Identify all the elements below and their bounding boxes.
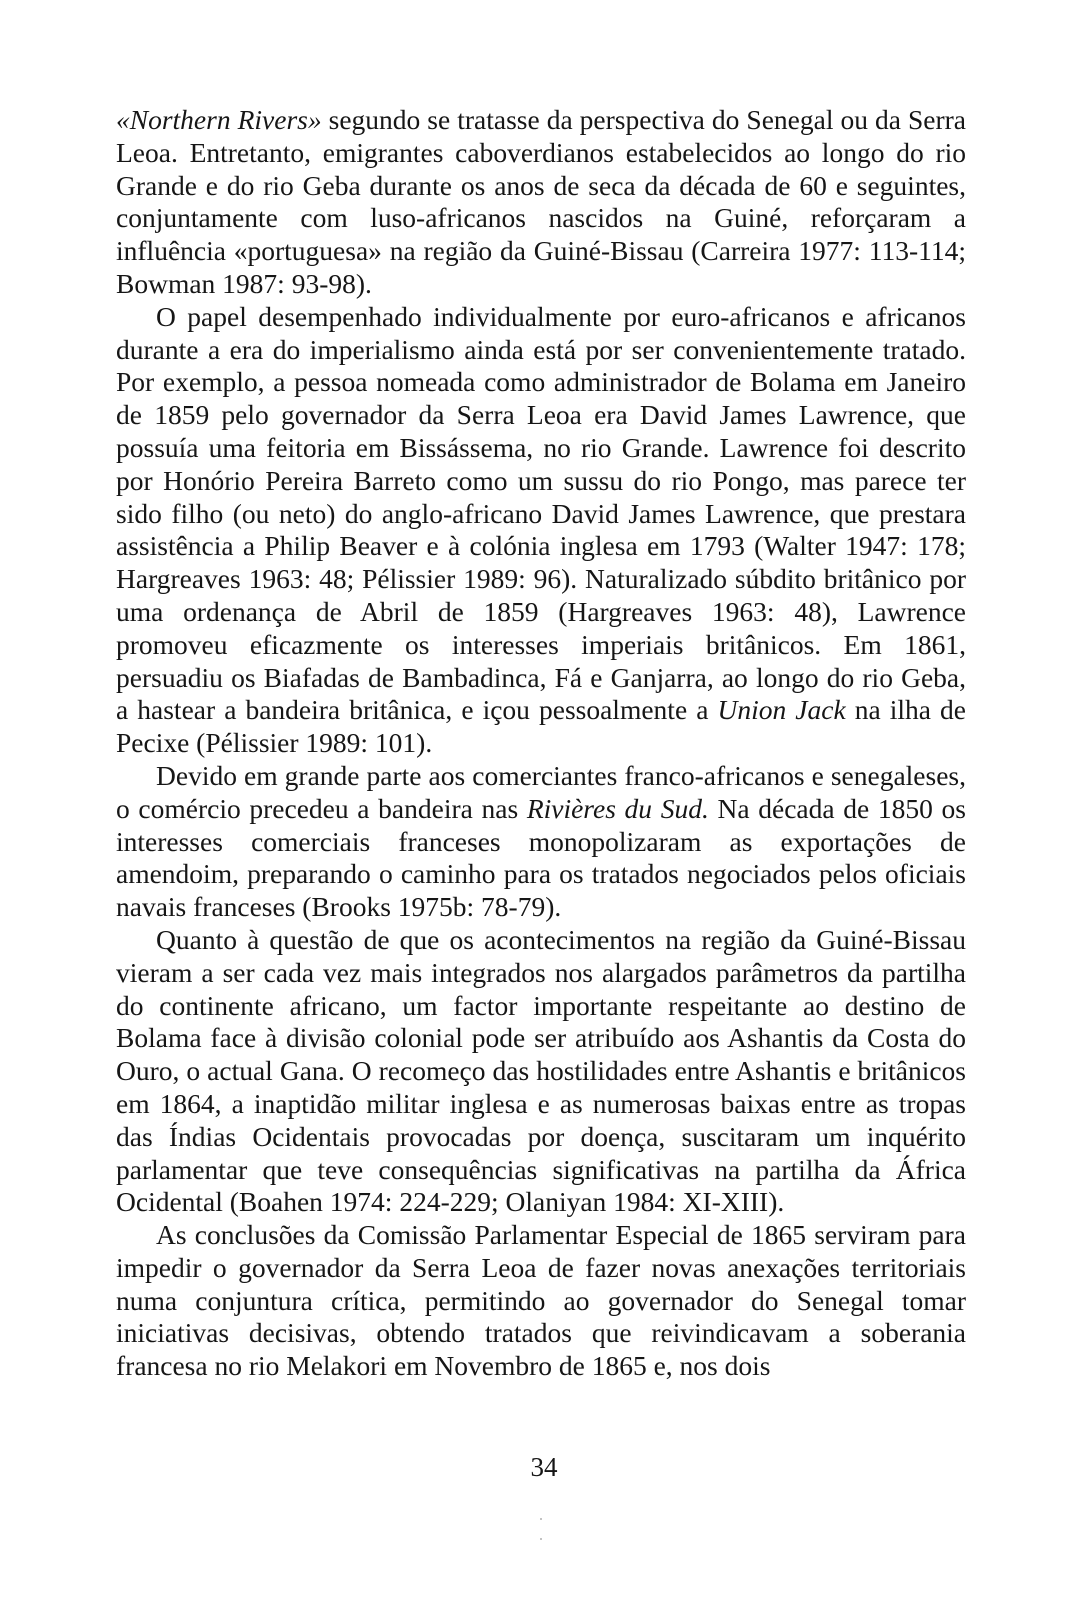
body-text [116, 104, 966, 1383]
paragraph [116, 924, 966, 1219]
italic-phrase: Union Jack [717, 694, 846, 726]
text-run: na ilha de Pecixe (Pélissier 1989: 101). [116, 694, 967, 759]
scan-speck [540, 1518, 542, 1520]
paragraph [116, 104, 966, 301]
text-run: Na década de 1850 os interesses comerciais franceses monopolizaram as exportações de amendoim, preparando o caminho para os tratados negociados pelos oficiais navais franceses (Brooks 1975b: 78-79). [116, 792, 966, 923]
text-run: segundo se tratasse da perspectiva do Senegal ou da Serra Leoa. Entretanto, emigrantes caboverdianos estabelecidos ao longo do rio Grande e do rio Geba durante os anos de seca da década de 60 e seguintes, conjuntamente com luso-africanos nascidos na Guiné, reforçaram a influência «portuguesa» na região da Guiné-Bissau (Carreira 1977: 113-114; Bowman 1987: 93-98). [116, 104, 966, 299]
text-run: Quanto à questão de que os acontecimentos na região da Guiné-Bissau vieram a ser cada vez mais integrados nos alargados parâmetros da partilha do continente africano, um factor importante respeitante ao destino de Bolama face à divisão colonial pode ser atribuído aos Ashantis da Costa do Ouro, o actual Gana. O recomeço das hostilidades entre Ashantis e britânicos em 1864, a inaptidão militar inglesa e as numerosas baixas entre as tropas das Índias Ocidentais provocadas por doença, suscitaram um inquérito parlamentar que teve consequências significativas na partilha da África Ocidental (Boahen 1974: 224-229; Olaniyan 1984: XI-XIII). [116, 923, 966, 1218]
text-run: As conclusões da Comissão Parlamentar Especial de 1865 serviram para impedir o governador da Serra Leoa de fazer novas anexações territoriais numa conjuntura crítica, permitindo ao governador do Senegal tomar iniciativas decisivas, obtendo tratados que reivindicavam a soberania francesa no rio Melakori em Novembro de 1865 e, nos dois [116, 1219, 966, 1382]
paragraph [116, 1219, 966, 1383]
italic-phrase: Rivières du Sud. [526, 792, 709, 824]
page-number: 34 [530, 1452, 558, 1482]
scan-speck [540, 1538, 542, 1540]
paragraph [116, 301, 966, 760]
text-run: O papel desempenhado individualmente por euro-africanos e africanos durante a era do imperialismo ainda está por ser convenientemente tratado. Por exemplo, a pessoa nomeada como administrador de Bolama em Janeiro de 1859 pelo governador da Serra Leoa era David James Lawrence, que possuía uma feitoria em Bissássema, no rio Grande. Lawrence foi descrito por Honório Pereira Barreto como um sussu do rio Pongo, mas parece ter sido filho (ou neto) do anglo-africano David James Lawrence, que prestara assistência a Philip Beaver e à colónia inglesa em 1793 (Walter 1947: 178; Hargreaves 1963: 48; Pélissier 1989: 96). Naturalizado súbdito britânico por uma ordenança de Abril de 1859 (Hargreaves 1963: 48), Lawrence promoveu eficazmente os interesses imperiais britânicos. Em 1861, persuadiu os Biafadas de Bambadinca, Fá e Ganjarra, ao longo do rio Geba, a hastear a bandeira britânica, e içou pessoalmente a [116, 300, 966, 726]
paragraph [116, 760, 966, 924]
text-run: Devido em grande parte aos comerciantes franco-africanos e senegaleses, o comércio precedeu a bandeira nas [116, 759, 966, 824]
italic-phrase: «Northern Rivers» [116, 104, 322, 135]
